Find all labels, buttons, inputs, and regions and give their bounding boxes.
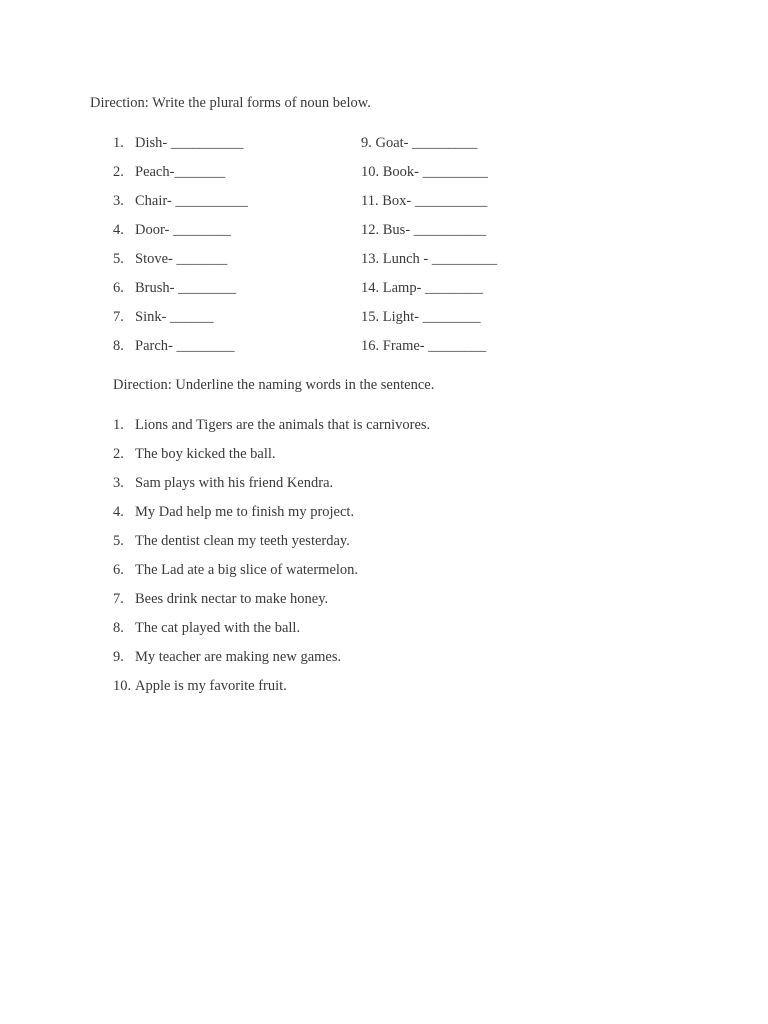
sentence-item: The dentist clean my teeth yesterday.: [135, 533, 350, 549]
plural-item: 12. Bus- __________: [361, 222, 487, 238]
item-number: 8.: [113, 620, 124, 636]
plural-item: Brush- ________: [135, 280, 237, 296]
item-number: 7.: [113, 591, 124, 607]
item-number: 7.: [113, 309, 124, 325]
item-number: 2.: [113, 446, 124, 462]
plural-item: Peach-_______: [135, 164, 226, 180]
sentence-item: My teacher are making new games.: [135, 649, 342, 665]
direction-plural: Direction: Write the plural forms of noun below.: [90, 95, 371, 111]
plural-item: 11. Box- __________: [361, 193, 488, 209]
sentence-item: Bees drink nectar to make honey.: [135, 591, 329, 607]
item-number: 9.: [113, 649, 124, 665]
plural-item: 15. Light- ________: [361, 309, 481, 325]
item-number: 8.: [113, 338, 124, 354]
item-number: 1.: [113, 417, 124, 433]
sentence-item: The boy kicked the ball.: [135, 446, 276, 462]
plural-item: 16. Frame- ________: [361, 338, 487, 354]
sentence-item: My Dad help me to finish my project.: [135, 504, 355, 520]
item-number: 4.: [113, 222, 124, 238]
item-number: 3.: [113, 193, 124, 209]
sentence-item: Lions and Tigers are the animals that is carnivores.: [135, 417, 431, 433]
item-number: 3.: [113, 475, 124, 491]
direction-underline: Direction: Underline the naming words in the sentence.: [113, 377, 435, 393]
plural-item: Door- ________: [135, 222, 231, 238]
item-number: 5.: [113, 533, 124, 549]
item-number: 6.: [113, 562, 124, 578]
item-number: 10.: [113, 678, 132, 694]
sentence-item: The cat played with the ball.: [135, 620, 301, 636]
plural-item: 9. Goat- _________: [361, 135, 478, 151]
item-number: 2.: [113, 164, 124, 180]
item-number: 6.: [113, 280, 124, 296]
sentence-item: Apple is my favorite fruit.: [135, 678, 287, 694]
plural-item: Sink- ______: [135, 309, 214, 325]
sentence-item: The Lad ate a big slice of watermelon.: [135, 562, 359, 578]
item-number: 4.: [113, 504, 124, 520]
plural-item: Parch- ________: [135, 338, 235, 354]
item-number: 5.: [113, 251, 124, 267]
plural-item: Dish- __________: [135, 135, 244, 151]
plural-item: 10. Book- _________: [361, 164, 488, 180]
plural-item: Stove- _______: [135, 251, 228, 267]
sentence-item: Sam plays with his friend Kendra.: [135, 475, 334, 491]
plural-item: 13. Lunch - _________: [361, 251, 498, 267]
plural-item: Chair- __________: [135, 193, 248, 209]
item-number: 1.: [113, 135, 124, 151]
plural-item: 14. Lamp- ________: [361, 280, 484, 296]
